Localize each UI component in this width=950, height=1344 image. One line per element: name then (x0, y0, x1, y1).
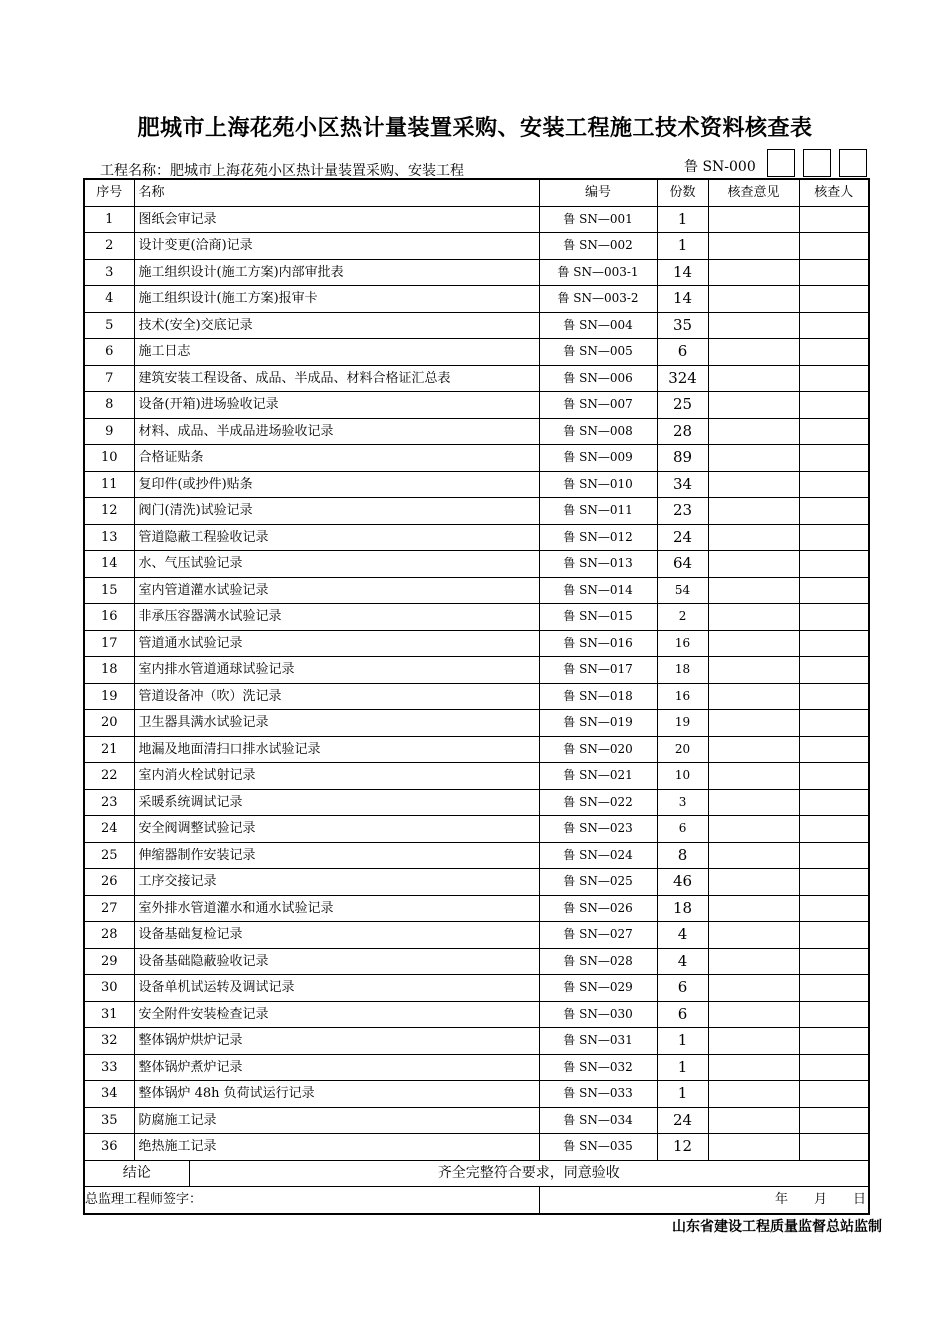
row-seq: 23 (84, 789, 134, 816)
row-opinion (708, 339, 799, 366)
row-opinion (708, 895, 799, 922)
row-name: 建筑安装工程设备、成品、半成品、材料合格证汇总表 (134, 365, 539, 392)
row-checker (799, 1054, 869, 1081)
row-count: 4 (657, 922, 708, 949)
row-seq: 10 (84, 445, 134, 472)
row-code: 鲁 SN—009 (539, 445, 657, 472)
table-row (84, 736, 869, 763)
row-code: 鲁 SN—006 (539, 365, 657, 392)
row-seq: 34 (84, 1081, 134, 1108)
row-code: 鲁 SN—034 (539, 1107, 657, 1134)
row-name: 管道隐蔽工程验收记录 (134, 524, 539, 551)
project-name: 工程名称：肥城市上海花苑小区热计量装置采购、安装工程 (100, 163, 464, 179)
row-seq: 12 (84, 498, 134, 525)
row-seq: 24 (84, 816, 134, 843)
table-row (84, 869, 869, 896)
row-name: 卫生器具满水试验记录 (134, 710, 539, 737)
row-code: 鲁 SN—035 (539, 1134, 657, 1161)
row-checker (799, 710, 869, 737)
row-seq: 30 (84, 975, 134, 1002)
row-checker (799, 259, 869, 286)
row-count: 28 (657, 418, 708, 445)
row-opinion (708, 710, 799, 737)
row-code: 鲁 SN—008 (539, 418, 657, 445)
header-checker: 核查人 (799, 179, 869, 206)
row-seq: 36 (84, 1134, 134, 1161)
row-opinion (708, 471, 799, 498)
row-checker (799, 339, 869, 366)
table-row (84, 365, 869, 392)
row-seq: 15 (84, 577, 134, 604)
row-seq: 5 (84, 312, 134, 339)
row-seq: 7 (84, 365, 134, 392)
table-row (84, 259, 869, 286)
row-code: 鲁 SN—019 (539, 710, 657, 737)
row-code: 鲁 SN—033 (539, 1081, 657, 1108)
signature-row (84, 1187, 869, 1214)
row-count: 10 (657, 763, 708, 790)
table-row (84, 392, 869, 419)
row-seq: 11 (84, 471, 134, 498)
conclusion-row (84, 1160, 869, 1187)
row-seq: 31 (84, 1001, 134, 1028)
table-row (84, 816, 869, 843)
row-count: 1 (657, 206, 708, 233)
table-row (84, 286, 869, 313)
row-code: 鲁 SN—003-1 (539, 259, 657, 286)
row-checker (799, 365, 869, 392)
row-name: 设备基础隐蔽验收记录 (134, 948, 539, 975)
row-code: 鲁 SN—022 (539, 789, 657, 816)
row-count: 16 (657, 630, 708, 657)
row-seq: 27 (84, 895, 134, 922)
table-row (84, 895, 869, 922)
row-count: 20 (657, 736, 708, 763)
row-checker (799, 948, 869, 975)
row-name: 室外排水管道灌水和通水试验记录 (134, 895, 539, 922)
header-code: 编号 (539, 179, 657, 206)
row-seq: 4 (84, 286, 134, 313)
row-code: 鲁 SN—031 (539, 1028, 657, 1055)
row-seq: 29 (84, 948, 134, 975)
row-checker (799, 1028, 869, 1055)
row-checker (799, 1107, 869, 1134)
row-seq: 19 (84, 683, 134, 710)
row-name: 材料、成品、半成品进场验收记录 (134, 418, 539, 445)
row-checker (799, 869, 869, 896)
row-checker (799, 657, 869, 684)
row-code: 鲁 SN—023 (539, 816, 657, 843)
row-opinion (708, 869, 799, 896)
row-checker (799, 551, 869, 578)
row-seq: 21 (84, 736, 134, 763)
row-name: 防腐施工记录 (134, 1107, 539, 1134)
row-seq: 20 (84, 710, 134, 737)
row-count: 46 (657, 869, 708, 896)
row-opinion (708, 577, 799, 604)
row-checker (799, 471, 869, 498)
row-code: 鲁 SN—018 (539, 683, 657, 710)
row-code: 鲁 SN—017 (539, 657, 657, 684)
table-row (84, 1028, 869, 1055)
row-code: 鲁 SN—020 (539, 736, 657, 763)
row-count: 4 (657, 948, 708, 975)
row-name: 整体锅炉煮炉记录 (134, 1054, 539, 1081)
row-code: 鲁 SN—004 (539, 312, 657, 339)
code-box-2 (803, 149, 831, 177)
row-seq: 14 (84, 551, 134, 578)
row-count: 6 (657, 975, 708, 1002)
row-count: 1 (657, 1054, 708, 1081)
records-table (83, 178, 870, 1215)
row-seq: 26 (84, 869, 134, 896)
row-name: 水、气压试验记录 (134, 551, 539, 578)
row-opinion (708, 524, 799, 551)
row-name: 整体锅炉烘炉记录 (134, 1028, 539, 1055)
table-row (84, 763, 869, 790)
row-code: 鲁 SN—012 (539, 524, 657, 551)
row-seq: 33 (84, 1054, 134, 1081)
table-row (84, 577, 869, 604)
row-code: 鲁 SN—028 (539, 948, 657, 975)
row-count: 3 (657, 789, 708, 816)
table-row (84, 498, 869, 525)
row-count: 34 (657, 471, 708, 498)
row-name: 整体锅炉 48h 负荷试运行记录 (134, 1081, 539, 1108)
row-checker (799, 604, 869, 631)
table-row (84, 789, 869, 816)
row-name: 设备基础复检记录 (134, 922, 539, 949)
row-opinion (708, 789, 799, 816)
row-name: 施工组织设计(施工方案)报审卡 (134, 286, 539, 313)
row-name: 合格证贴条 (134, 445, 539, 472)
row-checker (799, 763, 869, 790)
row-checker (799, 816, 869, 843)
table-row (84, 1134, 869, 1161)
row-checker (799, 445, 869, 472)
table-row (84, 1081, 869, 1108)
row-count: 64 (657, 551, 708, 578)
table-row (84, 445, 869, 472)
row-checker (799, 206, 869, 233)
row-count: 54 (657, 577, 708, 604)
table-row (84, 551, 869, 578)
conclusion-text: 齐全完整符合要求，同意验收 (189, 1160, 869, 1187)
row-name: 室内排水管道通球试验记录 (134, 657, 539, 684)
issuer-note: 山东省建设工程质量监督总站监制 (672, 1219, 882, 1235)
row-opinion (708, 418, 799, 445)
row-count: 6 (657, 339, 708, 366)
row-seq: 2 (84, 233, 134, 260)
row-name: 阀门(清洗)试验记录 (134, 498, 539, 525)
row-seq: 1 (84, 206, 134, 233)
row-count: 1 (657, 233, 708, 260)
row-name: 非承压容器满水试验记录 (134, 604, 539, 631)
row-opinion (708, 922, 799, 949)
row-code: 鲁 SN—032 (539, 1054, 657, 1081)
row-checker (799, 577, 869, 604)
row-opinion (708, 259, 799, 286)
row-checker (799, 286, 869, 313)
row-code: 鲁 SN—027 (539, 922, 657, 949)
row-code: 鲁 SN—002 (539, 233, 657, 260)
row-code: 鲁 SN—007 (539, 392, 657, 419)
row-name: 复印件(或抄件)贴条 (134, 471, 539, 498)
row-code: 鲁 SN—005 (539, 339, 657, 366)
row-opinion (708, 1028, 799, 1055)
row-checker (799, 895, 869, 922)
row-count: 6 (657, 816, 708, 843)
row-code: 鲁 SN—024 (539, 842, 657, 869)
row-opinion (708, 975, 799, 1002)
row-count: 8 (657, 842, 708, 869)
row-seq: 9 (84, 418, 134, 445)
row-code: 鲁 SN—015 (539, 604, 657, 631)
header-name: 名称 (134, 179, 539, 206)
row-opinion (708, 683, 799, 710)
row-seq: 35 (84, 1107, 134, 1134)
row-opinion (708, 206, 799, 233)
row-seq: 3 (84, 259, 134, 286)
row-checker (799, 312, 869, 339)
row-opinion (708, 604, 799, 631)
table-row (84, 524, 869, 551)
row-seq: 22 (84, 763, 134, 790)
row-code: 鲁 SN—025 (539, 869, 657, 896)
row-opinion (708, 1081, 799, 1108)
row-name: 施工日志 (134, 339, 539, 366)
row-name: 技术(安全)交底记录 (134, 312, 539, 339)
table-row (84, 683, 869, 710)
row-opinion (708, 551, 799, 578)
row-opinion (708, 312, 799, 339)
row-count: 12 (657, 1134, 708, 1161)
row-opinion (708, 286, 799, 313)
row-name: 绝热施工记录 (134, 1134, 539, 1161)
page-title: 肥城市上海花苑小区热计量装置采购、安装工程施工技术资料核查表 (137, 115, 813, 141)
table-row (84, 206, 869, 233)
table-row (84, 471, 869, 498)
row-name: 室内管道灌水试验记录 (134, 577, 539, 604)
row-name: 采暖系统调试记录 (134, 789, 539, 816)
row-opinion (708, 1107, 799, 1134)
table-row (84, 922, 869, 949)
row-count: 1 (657, 1028, 708, 1055)
table-row (84, 1107, 869, 1134)
row-code: 鲁 SN—014 (539, 577, 657, 604)
row-checker (799, 392, 869, 419)
row-opinion (708, 445, 799, 472)
row-code: 鲁 SN—011 (539, 498, 657, 525)
code-box-3 (839, 149, 867, 177)
row-checker (799, 922, 869, 949)
row-count: 19 (657, 710, 708, 737)
header-count: 份数 (657, 179, 708, 206)
row-name: 地漏及地面清扫口排水试验记录 (134, 736, 539, 763)
row-opinion (708, 392, 799, 419)
row-count: 24 (657, 1107, 708, 1134)
row-name: 安全附件安装检查记录 (134, 1001, 539, 1028)
row-name: 伸缩器制作安装记录 (134, 842, 539, 869)
row-count: 6 (657, 1001, 708, 1028)
row-opinion (708, 1001, 799, 1028)
row-code: 鲁 SN—021 (539, 763, 657, 790)
row-code: 鲁 SN—030 (539, 1001, 657, 1028)
table-row (84, 418, 869, 445)
conclusion-label: 结论 (84, 1160, 189, 1187)
row-checker (799, 524, 869, 551)
row-seq: 32 (84, 1028, 134, 1055)
row-count: 14 (657, 259, 708, 286)
row-count: 14 (657, 286, 708, 313)
row-count: 24 (657, 524, 708, 551)
row-code: 鲁 SN—010 (539, 471, 657, 498)
row-code: 鲁 SN—026 (539, 895, 657, 922)
row-checker (799, 1001, 869, 1028)
row-opinion (708, 365, 799, 392)
row-count: 25 (657, 392, 708, 419)
row-checker (799, 683, 869, 710)
table-row (84, 948, 869, 975)
table-row (84, 1054, 869, 1081)
row-checker (799, 630, 869, 657)
header-seq: 序号 (84, 179, 134, 206)
row-count: 89 (657, 445, 708, 472)
row-name: 设备(开箱)进场验收记录 (134, 392, 539, 419)
row-name: 安全阀调整试验记录 (134, 816, 539, 843)
table-row (84, 630, 869, 657)
table-row (84, 339, 869, 366)
row-code: 鲁 SN—029 (539, 975, 657, 1002)
row-code: 鲁 SN—013 (539, 551, 657, 578)
signature-date: 年 月 日 (539, 1187, 869, 1214)
row-seq: 13 (84, 524, 134, 551)
row-seq: 25 (84, 842, 134, 869)
row-checker (799, 842, 869, 869)
row-seq: 8 (84, 392, 134, 419)
row-opinion (708, 657, 799, 684)
row-checker (799, 789, 869, 816)
table-row (84, 1001, 869, 1028)
row-checker (799, 498, 869, 525)
row-opinion (708, 1134, 799, 1161)
header-opinion: 核查意见 (708, 179, 799, 206)
row-count: 2 (657, 604, 708, 631)
row-opinion (708, 763, 799, 790)
row-seq: 16 (84, 604, 134, 631)
table-row (84, 842, 869, 869)
row-checker (799, 233, 869, 260)
row-count: 1 (657, 1081, 708, 1108)
row-checker (799, 1134, 869, 1161)
row-opinion (708, 630, 799, 657)
table-row (84, 604, 869, 631)
row-opinion (708, 736, 799, 763)
row-checker (799, 975, 869, 1002)
row-count: 18 (657, 657, 708, 684)
row-opinion (708, 948, 799, 975)
row-checker (799, 1081, 869, 1108)
row-name: 工序交接记录 (134, 869, 539, 896)
row-checker (799, 418, 869, 445)
row-name: 设备单机试运转及调试记录 (134, 975, 539, 1002)
row-opinion (708, 816, 799, 843)
row-name: 管道通水试验记录 (134, 630, 539, 657)
row-code: 鲁 SN—003-2 (539, 286, 657, 313)
row-opinion (708, 842, 799, 869)
signature-label: 总监理工程师签字： (84, 1187, 539, 1214)
table-row (84, 233, 869, 260)
code-box-1 (767, 149, 795, 177)
row-opinion (708, 233, 799, 260)
row-count: 16 (657, 683, 708, 710)
row-count: 324 (657, 365, 708, 392)
row-code: 鲁 SN—001 (539, 206, 657, 233)
row-seq: 6 (84, 339, 134, 366)
row-count: 23 (657, 498, 708, 525)
table-row (84, 975, 869, 1002)
row-opinion (708, 1054, 799, 1081)
table-row (84, 710, 869, 737)
row-seq: 17 (84, 630, 134, 657)
table-header-row (84, 179, 869, 206)
row-seq: 18 (84, 657, 134, 684)
row-code: 鲁 SN—016 (539, 630, 657, 657)
row-opinion (708, 498, 799, 525)
row-checker (799, 736, 869, 763)
table-row (84, 657, 869, 684)
row-count: 35 (657, 312, 708, 339)
row-name: 施工组织设计(施工方案)内部审批表 (134, 259, 539, 286)
row-name: 图纸会审记录 (134, 206, 539, 233)
row-seq: 28 (84, 922, 134, 949)
row-name: 设计变更(洽商)记录 (134, 233, 539, 260)
row-name: 管道设备冲（吹）洗记录 (134, 683, 539, 710)
table-row (84, 312, 869, 339)
row-name: 室内消火栓试射记录 (134, 763, 539, 790)
form-code: 鲁 SN-000 (684, 159, 756, 175)
row-count: 18 (657, 895, 708, 922)
